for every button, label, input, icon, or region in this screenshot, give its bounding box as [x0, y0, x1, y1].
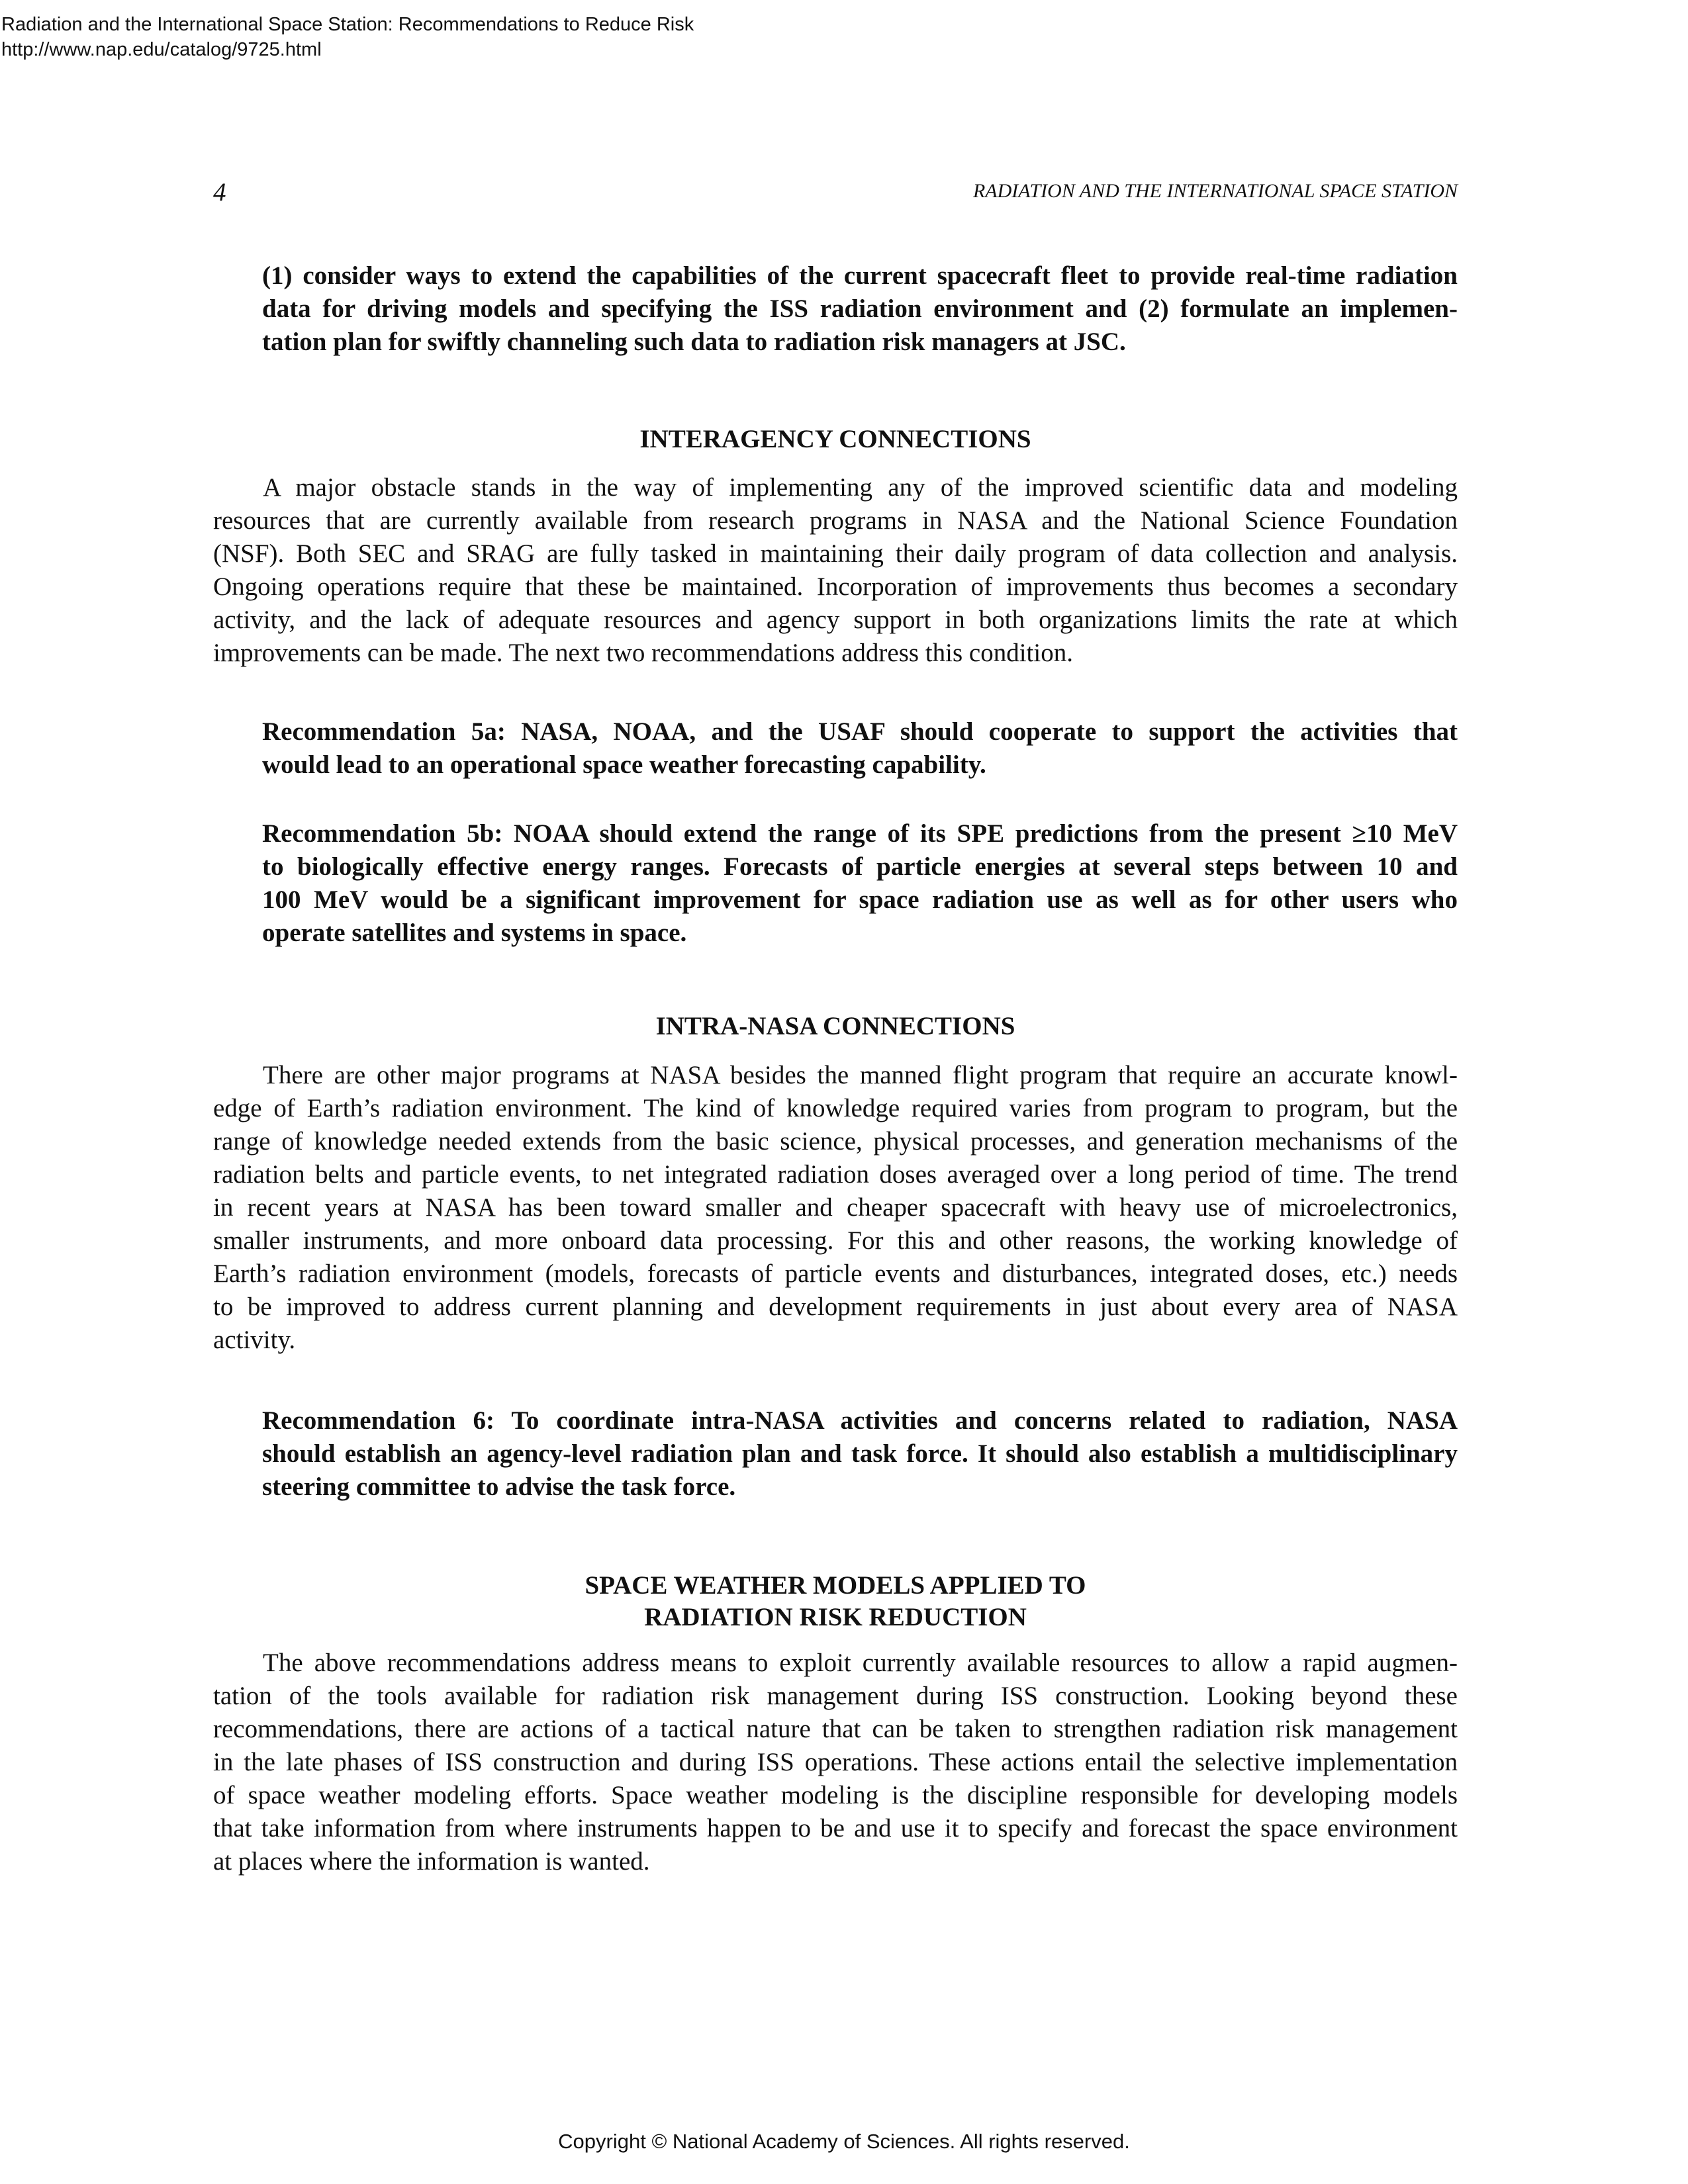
text-line: to be improved to address current planning and development requirements in just about every area of NASA [213, 1293, 1458, 1321]
text-line: at places where the information is wanted. [213, 1847, 650, 1876]
text-line: in recent years at NASA has been toward smaller and cheaper spacecraft with heavy use of microelectronics, [213, 1193, 1458, 1222]
text-line: steering committee to advise the task force. [262, 1473, 736, 1501]
section-heading-intra-nasa: INTRA-NASA CONNECTIONS [655, 1012, 1015, 1040]
pdf-header-title: Radiation and the International Space Station: Recommendations to Reduce Risk [1, 14, 694, 35]
text-line: range of knowledge needed extends from the basic science, physical processes, and generation mechanisms of the [213, 1127, 1458, 1156]
text-line: activity, and the lack of adequate resources and agency support in both organizations limits the rate at which [213, 606, 1458, 634]
interagency-paragraph [213, 471, 1458, 670]
running-head-title: RADIATION AND THE INTERNATIONAL SPACE STATION [972, 180, 1458, 202]
text-line: Recommendation 5a: NASA, NOAA, and the USAF should cooperate to support the activities that [262, 717, 1458, 746]
text-line: edge of Earth’s radiation environment. The kind of knowledge required varies from program to program, but the [213, 1094, 1458, 1122]
text-line: improvements can be made. The next two recommendations address this condition. [213, 639, 1073, 667]
text-line: 100 MeV would be a significant improvement for space radiation use as well as for other users who [262, 886, 1458, 914]
copyright-footer: Copyright © National Academy of Sciences. All rights reserved. [558, 2130, 1130, 2153]
text-line: in the late phases of ISS construction and during ISS operations. These actions entail the selective implementation [213, 1748, 1458, 1776]
text-line: should establish an agency-level radiation plan and task force. It should also establish a multidisciplinary [262, 1439, 1458, 1468]
text-line: tation plan for swiftly channeling such data to radiation risk managers at JSC. [262, 328, 1126, 356]
recommendation-5a [262, 715, 1458, 782]
opening-bold-paragraph [262, 259, 1458, 359]
text-line: radiation belts and particle events, to net integrated radiation doses averaged over a long period of time. The trend [213, 1160, 1458, 1189]
text-line: that take information from where instruments happen to be and use it to specify and forecast the space environment [213, 1814, 1458, 1843]
text-line: to biologically effective energy ranges. Forecasts of particle energies at several steps between 10 and [262, 852, 1458, 881]
text-line: resources that are currently available from research programs in NASA and the National Science Foundation [213, 506, 1458, 535]
intra-nasa-paragraph [213, 1059, 1458, 1357]
text-line: A major obstacle stands in the way of implementing any of the improved scientific data and modeling [263, 473, 1458, 502]
text-line: smaller instruments, and more onboard data processing. For this and other reasons, the working knowledge of [213, 1226, 1458, 1255]
text-line: activity. [213, 1326, 296, 1354]
text-line: data for driving models and specifying the ISS radiation environment and (2) formulate an implemen- [262, 295, 1458, 323]
recommendation-5b [262, 817, 1458, 950]
text-line: Recommendation 5b: NOAA should extend the range of its SPE predictions from the present ≥10 MeV [262, 819, 1458, 848]
section-heading-space-weather-1: SPACE WEATHER MODELS APPLIED TO [585, 1571, 1086, 1600]
text-line: (NSF). Both SEC and SRAG are fully tasked in maintaining their daily program of data collection and analysis. [213, 539, 1458, 568]
text-line: would lead to an operational space weather forecasting capability. [262, 751, 986, 779]
recommendation-6 [262, 1404, 1458, 1504]
text-line: Recommendation 6: To coordinate intra-NASA activities and concerns related to radiation, NASA [262, 1406, 1458, 1435]
text-line: operate satellites and systems in space. [262, 919, 687, 947]
pdf-header-url[interactable]: http://www.nap.edu/catalog/9725.html [1, 39, 322, 60]
text-line: Ongoing operations require that these be maintained. Incorporation of improvements thus becomes a secondary [213, 572, 1458, 601]
text-line: There are other major programs at NASA besides the manned flight program that require an accurate knowl- [263, 1061, 1458, 1089]
text-line: The above recommendations address means to exploit currently available resources to allow a rapid augmen- [263, 1649, 1458, 1677]
text-line: Earth’s radiation environment (models, forecasts of particle events and disturbances, integrated doses, etc.) needs [213, 1259, 1458, 1288]
page-number: 4 [213, 178, 226, 206]
text-line: of space weather modeling efforts. Space weather modeling is the discipline responsible for developing models [213, 1781, 1458, 1809]
text-line: tation of the tools available for radiation risk management during ISS construction. Looking beyond these [213, 1682, 1458, 1710]
text-line: (1) consider ways to extend the capabilities of the current spacecraft fleet to provide real-time radiation [262, 261, 1458, 290]
text-line: recommendations, there are actions of a tactical nature that can be taken to strengthen radiation risk management [213, 1715, 1458, 1743]
space-weather-paragraph [213, 1647, 1458, 1878]
section-heading-interagency: INTERAGENCY CONNECTIONS [639, 425, 1031, 453]
section-heading-space-weather-2: RADIATION RISK REDUCTION [644, 1603, 1027, 1631]
